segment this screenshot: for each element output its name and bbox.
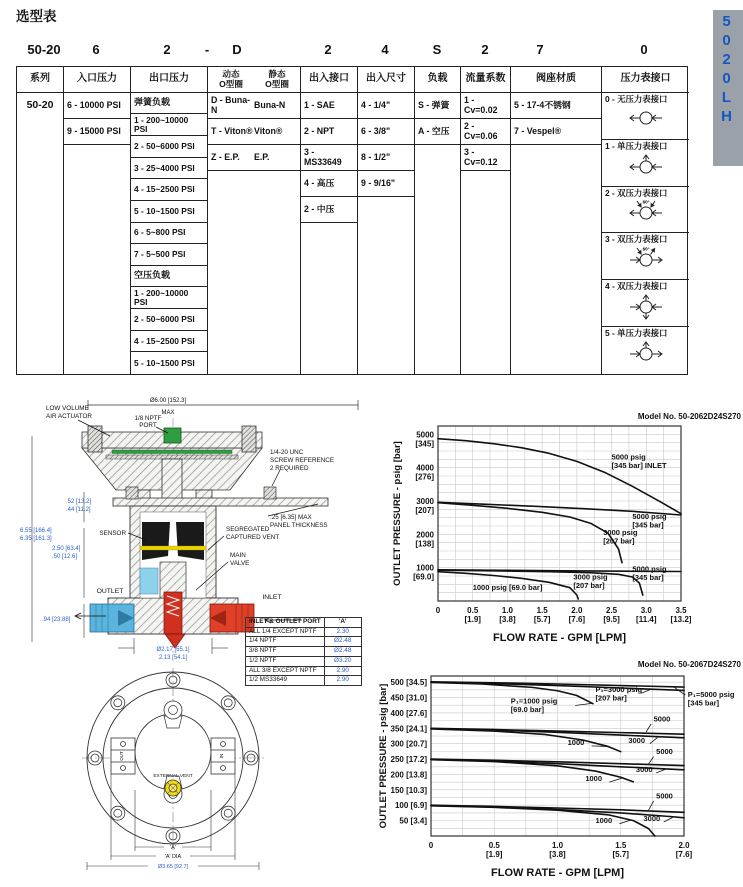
table-cell: 4 - 1/4" bbox=[358, 93, 414, 119]
gauge-single-top-out-icon bbox=[626, 339, 666, 367]
dim-50: .50 [12.6] bbox=[52, 554, 78, 560]
gauge-option-label: 2 - 双压力表接口 bbox=[605, 187, 668, 198]
svg-text:1000: 1000 bbox=[416, 563, 434, 573]
svg-text:[7.6]: [7.6] bbox=[568, 615, 586, 624]
gauge-dual-top-bottom-icon bbox=[626, 292, 666, 320]
port-table-cell: ALL 1/4 EXCEPT NPTF bbox=[246, 627, 325, 637]
svg-text:[207]: [207] bbox=[415, 506, 434, 515]
svg-text:[276]: [276] bbox=[415, 472, 434, 482]
callout-low-volume-1: LOW VOLUME bbox=[46, 405, 89, 412]
gauge-dual-60deg-icon bbox=[626, 198, 666, 226]
inlet-label: INLET bbox=[262, 594, 282, 601]
table-cell: Z - E.P. E.P. bbox=[208, 145, 300, 171]
column-header: 出入尺寸 bbox=[358, 67, 414, 93]
svg-text:4000: 4000 bbox=[416, 463, 434, 473]
column-port-size bbox=[358, 67, 415, 374]
dim-213: 2.13 [54.1] bbox=[158, 655, 188, 661]
code-size: 4 bbox=[381, 42, 389, 57]
column-header: 压力表接口 bbox=[602, 67, 689, 93]
dim-44: .44 [11.2] bbox=[66, 507, 91, 513]
svg-text:1.5: 1.5 bbox=[615, 841, 627, 850]
gauge-option-2 bbox=[602, 187, 689, 234]
gauge-option-3 bbox=[602, 233, 689, 280]
callout-vent-1: SEGREGATED bbox=[226, 526, 270, 533]
table-cell: D - Buna-N Buna-N bbox=[208, 93, 300, 119]
svg-text:5000: 5000 bbox=[656, 747, 673, 757]
code-oring: D bbox=[232, 42, 242, 57]
table-cell: 2 - 50~6000 PSI bbox=[131, 309, 207, 331]
flow-curve-chart-50-2062 bbox=[390, 408, 743, 660]
table-cell: 5 - 10~1500 PSI bbox=[131, 201, 207, 223]
gauge-flow-left-icon bbox=[626, 105, 666, 129]
external-vent bbox=[165, 780, 181, 796]
table-cell: 4 - 高压 bbox=[301, 171, 357, 197]
svg-text:250 [17.2]: 250 [17.2] bbox=[390, 755, 427, 765]
port-table-value: Ø2.48 bbox=[324, 637, 361, 647]
column-header: 系列 bbox=[17, 67, 63, 93]
outlet-port-graphic bbox=[90, 604, 134, 632]
callout-nptf-2: PORT bbox=[139, 422, 157, 429]
svg-text:5000 psig[345 bar] INLET: 5000 psig [345 bar] INLET bbox=[611, 452, 667, 470]
svg-text:Model No. 50-2062D24S270: Model No. 50-2062D24S270 bbox=[637, 412, 741, 421]
column-outlet-pressure bbox=[131, 67, 208, 374]
port-table-cell: 3/8 NPTF bbox=[246, 647, 325, 657]
callout-panel-1: .25 [6.35] MAX bbox=[270, 514, 312, 521]
table-cell: 9 - 9/16" bbox=[358, 171, 414, 197]
gauge-option-5 bbox=[602, 327, 689, 374]
svg-text:1.0: 1.0 bbox=[501, 606, 513, 615]
port-table-value: 2.90 bbox=[324, 676, 361, 686]
side-tab-label: 5020LH bbox=[718, 13, 735, 127]
svg-text:3000: 3000 bbox=[628, 736, 646, 746]
svg-text:3000 psig[207 bar]: 3000 psig [207 bar] bbox=[573, 572, 608, 591]
oring-static-header: 静态 O型圈 bbox=[265, 69, 289, 89]
dim-250: 2.50 [63.4] bbox=[52, 546, 81, 552]
svg-text:2.0: 2.0 bbox=[678, 841, 690, 850]
port-table-cell: 1/2 NPTF bbox=[246, 656, 325, 666]
port-table-value: Ø3.20 bbox=[324, 656, 361, 666]
callout-valve-2: VALVE bbox=[230, 560, 250, 567]
bottom-view-drawing bbox=[68, 658, 343, 887]
svg-text:1000: 1000 bbox=[595, 816, 613, 826]
column-header: 出入接口 bbox=[301, 67, 357, 93]
code-seat: 7 bbox=[536, 42, 544, 57]
table-cell: 50-20 bbox=[26, 99, 54, 112]
svg-text:[69.0]: [69.0] bbox=[413, 572, 434, 582]
callout-screw-3: 2 REQUIRED bbox=[270, 465, 309, 472]
port-table-cell: 1/2 MS33649 bbox=[246, 676, 325, 686]
code-outlet: 2 bbox=[163, 42, 171, 57]
port-table-cell: ALL 3/8 EXCEPT NPTF bbox=[246, 666, 325, 676]
port-table-header-a: 'A' bbox=[324, 618, 361, 628]
svg-text:5000: 5000 bbox=[416, 430, 434, 440]
angle-label: 60° bbox=[642, 199, 649, 205]
side-tab bbox=[713, 10, 743, 166]
column-header: 流量系数 bbox=[461, 67, 510, 93]
svg-text:300 [20.7]: 300 [20.7] bbox=[390, 739, 427, 749]
gauge-option-label: 4 - 双压力表接口 bbox=[605, 281, 668, 292]
dim-top-max-label: MAX bbox=[161, 410, 175, 416]
svg-text:400 [27.6]: 400 [27.6] bbox=[390, 708, 427, 718]
svg-text:[1.9]: [1.9] bbox=[486, 850, 503, 859]
table-cell: S - 弹簧 bbox=[415, 93, 460, 119]
svg-text:[3.8]: [3.8] bbox=[549, 850, 566, 859]
chart-svg bbox=[376, 656, 743, 887]
table-cell: 5 - 17-4不锈钢 bbox=[511, 93, 601, 119]
table-cell: 6 - 5~800 PSI bbox=[131, 223, 207, 245]
svg-text:FLOW RATE - GPM [LPM]: FLOW RATE - GPM [LPM] bbox=[491, 867, 624, 879]
svg-text:3.0: 3.0 bbox=[640, 606, 652, 615]
column-inlet-pressure bbox=[64, 67, 131, 374]
port-table-value: 2.30 bbox=[324, 627, 361, 637]
dim-a-label: 'A' bbox=[170, 845, 176, 851]
dim-52: .52 [13.2] bbox=[66, 499, 92, 505]
svg-text:0: 0 bbox=[428, 841, 434, 850]
table-cell: 8 - 1/2" bbox=[358, 145, 414, 171]
callout-screw-1: 1/4-20 UNC bbox=[270, 449, 304, 456]
column-oring bbox=[208, 67, 301, 374]
table-cell: T - Viton® Viton® bbox=[208, 119, 300, 145]
port-dimension-table bbox=[245, 617, 362, 686]
column-port-type bbox=[301, 67, 358, 374]
external-vent-label: EXTERNAL VENT bbox=[153, 774, 193, 779]
svg-text:1.0: 1.0 bbox=[551, 841, 564, 850]
column-header: 出口压力 bbox=[131, 67, 207, 93]
gauge-option-label: 0 - 无压力表接口 bbox=[605, 93, 668, 104]
svg-text:FLOW RATE - GPM [LPM]: FLOW RATE - GPM [LPM] bbox=[493, 632, 626, 644]
svg-text:3000: 3000 bbox=[635, 765, 653, 774]
code-cv: 2 bbox=[481, 42, 489, 57]
code-port: 2 bbox=[324, 42, 332, 57]
svg-text:Model No. 50-2067D24S270: Model No. 50-2067D24S270 bbox=[637, 660, 741, 669]
svg-text:[5.7]: [5.7] bbox=[533, 615, 551, 624]
column-cv bbox=[461, 67, 511, 374]
gauge-single-top-icon bbox=[626, 152, 666, 180]
svg-text:1000: 1000 bbox=[567, 737, 585, 747]
dim-top-label: Ø6.00 [152.3] bbox=[149, 398, 187, 404]
svg-text:1.5: 1.5 bbox=[536, 606, 548, 615]
table-cell: 2 - 50~6000 PSI bbox=[131, 136, 207, 158]
table-cell: A - 空压 bbox=[415, 119, 460, 145]
callout-low-volume-2: AIR ACTUATOR bbox=[46, 413, 92, 420]
table-cell: 1 - Cv=0.02 bbox=[461, 93, 510, 119]
gauge-option-label: 3 - 双压力表接口 bbox=[605, 234, 668, 245]
svg-text:50 [3.4]: 50 [3.4] bbox=[399, 816, 427, 826]
svg-text:5000 psig[345 bar]: 5000 psig [345 bar] bbox=[632, 512, 667, 530]
svg-text:1000: 1000 bbox=[585, 774, 603, 784]
flow-curve-chart-50-2067 bbox=[376, 656, 743, 887]
port-table-header: INLET & OUTLET PORT bbox=[246, 618, 325, 628]
oring-dynamic-header: 动态 O型圈 bbox=[219, 69, 243, 89]
svg-text:5000: 5000 bbox=[653, 714, 671, 724]
gauge-option-label: 5 - 单压力表接口 bbox=[605, 328, 668, 339]
table-cell: 4 - 15~2500 PSI bbox=[131, 331, 207, 353]
selection-table bbox=[16, 66, 688, 375]
svg-text:0.5: 0.5 bbox=[467, 606, 479, 615]
svg-text:5000: 5000 bbox=[656, 791, 673, 801]
column-header: 负载 bbox=[415, 67, 460, 93]
callout-panel-2: PANEL THICKNESS bbox=[270, 522, 328, 529]
table-cell: 弹簧负载 bbox=[131, 93, 207, 115]
table-cell: 9 - 15000 PSI bbox=[64, 119, 130, 145]
column-header: 入口压力 bbox=[64, 67, 130, 93]
svg-text:150 [10.3]: 150 [10.3] bbox=[390, 785, 427, 795]
svg-text:450 [31.0]: 450 [31.0] bbox=[390, 693, 427, 703]
gauge-option-4 bbox=[602, 280, 689, 327]
table-cell: 1 - 200~10000 PSI bbox=[131, 114, 207, 136]
table-cell: 3 - 25~4000 PSI bbox=[131, 158, 207, 180]
svg-text:3.5: 3.5 bbox=[675, 606, 687, 615]
table-cell: 1 - SAE bbox=[301, 93, 357, 119]
svg-text:[11.4]: [11.4] bbox=[636, 615, 657, 624]
angle-label: 60° bbox=[642, 246, 649, 252]
callout-nptf-1: 1/8 NPTF bbox=[134, 415, 162, 422]
in-port-label: IN bbox=[219, 753, 224, 759]
callout-screw-2: SCREW REFERENCE bbox=[270, 457, 335, 464]
svg-text:3000: 3000 bbox=[416, 497, 434, 506]
gauge-option-label: 1 - 单压力表接口 bbox=[605, 140, 668, 151]
table-cell: 4 - 15~2500 PSI bbox=[131, 179, 207, 201]
code-inlet: 6 bbox=[92, 42, 100, 57]
port-table-cell: 1/4 NPTF bbox=[246, 637, 325, 647]
out-port-label: OUT bbox=[119, 751, 124, 761]
svg-text:0: 0 bbox=[435, 606, 441, 615]
code-load: S bbox=[432, 42, 442, 57]
table-cell: 2 - 中压 bbox=[301, 197, 357, 223]
table-cell: 6 - 3/8" bbox=[358, 119, 414, 145]
dim-a-dia-label: 'A' DIA bbox=[164, 854, 182, 860]
code-dash: - bbox=[204, 42, 210, 57]
top-dimension bbox=[88, 400, 358, 410]
svg-text:0.5: 0.5 bbox=[488, 841, 500, 850]
svg-text:[1.9]: [1.9] bbox=[464, 615, 481, 624]
port-table-value: 2.90 bbox=[324, 666, 361, 676]
svg-text:500 [34.5]: 500 [34.5] bbox=[390, 678, 427, 688]
svg-text:100 [6.9]: 100 [6.9] bbox=[394, 801, 427, 811]
svg-text:[3.8]: [3.8] bbox=[499, 615, 516, 624]
svg-text:2000: 2000 bbox=[416, 530, 434, 540]
column-header bbox=[208, 67, 300, 93]
callout-valve-1: MAIN bbox=[230, 552, 246, 559]
svg-text:OUTLET PRESSURE - psig [bar]: OUTLET PRESSURE - psig [bar] bbox=[392, 441, 403, 586]
dim-655: 6.55 [166.4] bbox=[20, 528, 52, 534]
table-cell: 1 - 200~10000 PSI bbox=[131, 287, 207, 309]
svg-text:OUTLET PRESSURE - psig [bar]: OUTLET PRESSURE - psig [bar] bbox=[378, 683, 389, 829]
gauge-dual-60deg-out-icon bbox=[626, 245, 666, 273]
svg-text:[138]: [138] bbox=[415, 539, 434, 549]
svg-text:200 [13.8]: 200 [13.8] bbox=[390, 770, 427, 780]
column-header: 阀座材质 bbox=[511, 67, 601, 93]
port-table-value: Ø2.48 bbox=[324, 647, 361, 657]
outlet-label: OUTLET bbox=[96, 588, 124, 595]
svg-text:350 [24.1]: 350 [24.1] bbox=[390, 724, 427, 734]
code-series: 50-20 bbox=[27, 42, 61, 57]
table-cell: 6 - 10000 PSI bbox=[64, 93, 130, 119]
svg-text:P₁=3000 psig[207 bar]: P₁=3000 psig [207 bar] bbox=[595, 685, 643, 703]
svg-text:2.5: 2.5 bbox=[606, 606, 618, 615]
table-cell: 7 - Vespel® bbox=[511, 119, 601, 145]
table-cell: 7 - 5~500 PSI bbox=[131, 244, 207, 266]
callout-sensor: SENSOR bbox=[99, 530, 126, 537]
dim-635: 6.35 [161.3] bbox=[20, 536, 52, 542]
column-gauge-port bbox=[602, 67, 689, 374]
svg-text:3000: 3000 bbox=[643, 814, 661, 824]
table-cell: 空压负载 bbox=[131, 266, 207, 288]
svg-text:2.0: 2.0 bbox=[571, 606, 583, 615]
dim-outer-label: Ø3.65 [92.7] bbox=[157, 864, 189, 870]
table-cell: 3 - Cv=0.12 bbox=[461, 145, 510, 171]
table-cell: 2 - NPT bbox=[301, 119, 357, 145]
column-series bbox=[17, 67, 64, 374]
svg-text:[345]: [345] bbox=[415, 439, 434, 449]
gauge-option-1 bbox=[602, 140, 689, 187]
svg-text:[9.5]: [9.5] bbox=[603, 615, 620, 624]
code-gauge: 0 bbox=[640, 42, 648, 57]
svg-text:3000 psig[207 bar]: 3000 psig [207 bar] bbox=[603, 528, 638, 546]
svg-text:P₁=1000 psig[69.0 bar]: P₁=1000 psig [69.0 bar] bbox=[510, 696, 558, 715]
callout-vent-2: CAPTURED VENT bbox=[226, 534, 280, 541]
dim-94: .94 [23.88] bbox=[42, 617, 71, 623]
column-seat-material bbox=[511, 67, 602, 374]
svg-text:[13.2]: [13.2] bbox=[670, 615, 692, 624]
page-title: 选型表 bbox=[16, 9, 57, 24]
dim-217: Ø2.17 [55.1] bbox=[156, 647, 190, 653]
svg-text:[5.7]: [5.7] bbox=[612, 850, 629, 859]
chart-svg bbox=[390, 408, 743, 660]
table-cell: 2 - Cv=0.06 bbox=[461, 119, 510, 145]
svg-text:1000 psig [69.0 bar]: 1000 psig [69.0 bar] bbox=[472, 583, 543, 592]
svg-text:5000 psig[345 bar]: 5000 psig [345 bar] bbox=[632, 564, 667, 583]
svg-text:[7.6]: [7.6] bbox=[675, 850, 693, 859]
svg-text:P₁=5000 psig[345 bar]: P₁=5000 psig [345 bar] bbox=[687, 689, 735, 708]
gauge-option-0 bbox=[602, 93, 689, 140]
table-cell: 3 - MS33649 bbox=[301, 145, 357, 171]
table-cell: 5 - 10~1500 PSI bbox=[134, 357, 195, 368]
column-load bbox=[415, 67, 461, 374]
